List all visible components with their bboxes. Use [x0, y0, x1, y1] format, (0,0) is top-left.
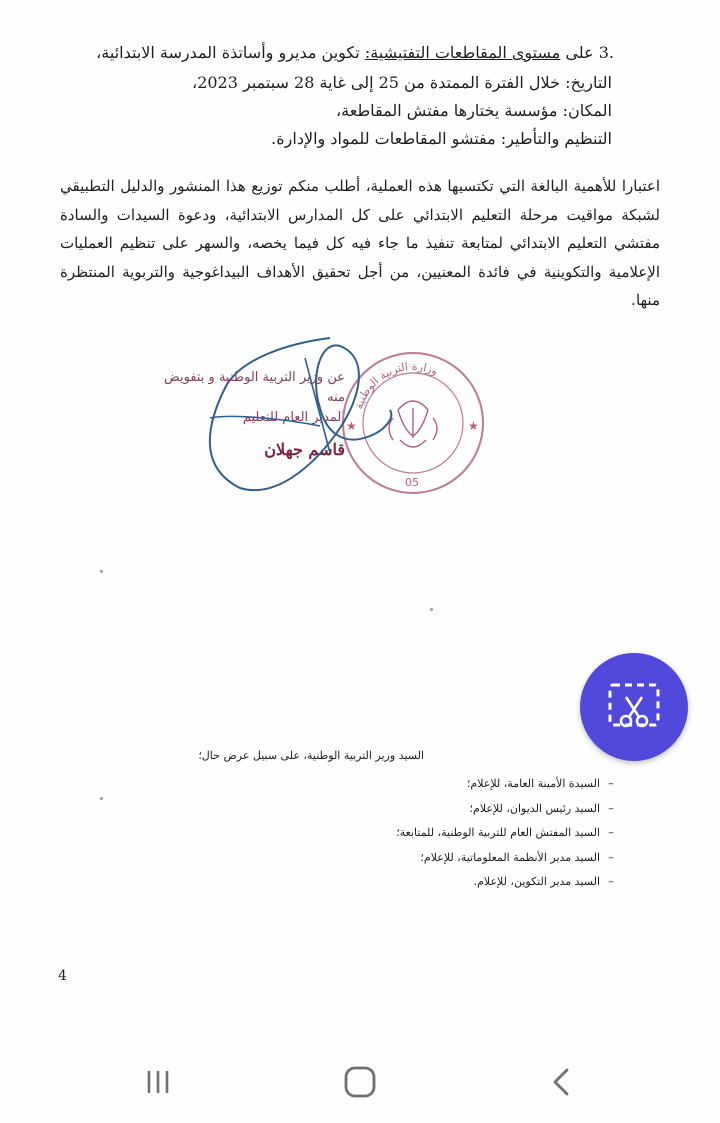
signature-line-1: عن وزير التربية الوطنية و بتفويض منه [164, 370, 345, 405]
main-paragraph: اعتبارا للأهمية البالغة التي تكتسيها هذه العملية، أطلب منكم توزيع هذا المنشور والدليل التطبيقي لشبكة مواقيت مرحلة التعليم الابتدائي على كل المدارس الابتدائية، ودعوة السيدات والسادة مفتشي التعليم الابتدائي لمتابعة تنفيذ ما جاء فيه كل فيما يخصه، والسهر على تنظيم العمليات الإعلامية والتكوينية في فائدة المعنيين، من أجل تحقيق الأهداف البيداغوجية والتربوية المنتظرة منها. [60, 177, 660, 309]
screenshot-crop-icon [604, 677, 664, 737]
signature-name: قاسم جهلان [264, 440, 345, 459]
item3-suffix: تكوين مديرو وأساتذة المدرسة الابتدائية، [96, 43, 360, 62]
home-icon [342, 1064, 378, 1100]
recipients-list [396, 772, 622, 895]
recipient-item: –السيدة الأمينة العامة، للإعلام؛ [466, 777, 614, 790]
speck [100, 570, 103, 573]
recent-apps-button[interactable] [98, 1040, 218, 1123]
home-button[interactable] [300, 1040, 420, 1123]
item3-date: التاريخ: خلال الفترة الممتدة من 25 إلى غاية 28 سبتمبر 2023، [192, 73, 612, 92]
speck [100, 797, 103, 800]
item3-underlined: مستوى المقاطعات التفتيشية: [364, 43, 561, 62]
back-button[interactable] [502, 1040, 622, 1123]
screenshot-crop-button[interactable] [580, 653, 688, 761]
handwritten-signature [170, 318, 410, 500]
recipient-item: –السيد مدير الأنظمة المعلوماتية، للإعلام؛ [420, 850, 614, 864]
item3-heading [96, 42, 614, 64]
recipient-item: –السيد رئيس الديوان، للإعلام؛ [469, 801, 614, 815]
back-icon [547, 1067, 577, 1097]
item3-place: المكان: مؤسسة يختارها مفتش المقاطعة، [335, 101, 612, 120]
item3-prefix: على [565, 43, 594, 62]
recent-apps-icon [143, 1067, 173, 1097]
signature-line-2: المدير العام للتعليم [242, 410, 345, 425]
item3-organization: التنظيم والتأطير: مفتشو المقاطعات للمواد والإدارة. [271, 129, 612, 148]
recipients-header: السيد وزير التربية الوطنية، على سبيل عرض حال؛ [198, 749, 424, 762]
recipient-item: –السيد المفتش العام للتربية الوطنية، للمتابعة؛ [396, 826, 614, 839]
seal-ring-text: وزارة التربية الوطنية [352, 359, 440, 411]
item3-number: .3 [598, 43, 614, 62]
page-number: 4 [58, 968, 67, 984]
speck [430, 608, 433, 611]
svg-text:★: ★ [346, 419, 357, 433]
system-navigation-bar [0, 1040, 720, 1123]
recipient-item: –السيد مدير التكوين، للإعلام. [473, 875, 614, 888]
svg-text:★: ★ [468, 419, 479, 433]
seal-number: 05 [405, 476, 419, 489]
